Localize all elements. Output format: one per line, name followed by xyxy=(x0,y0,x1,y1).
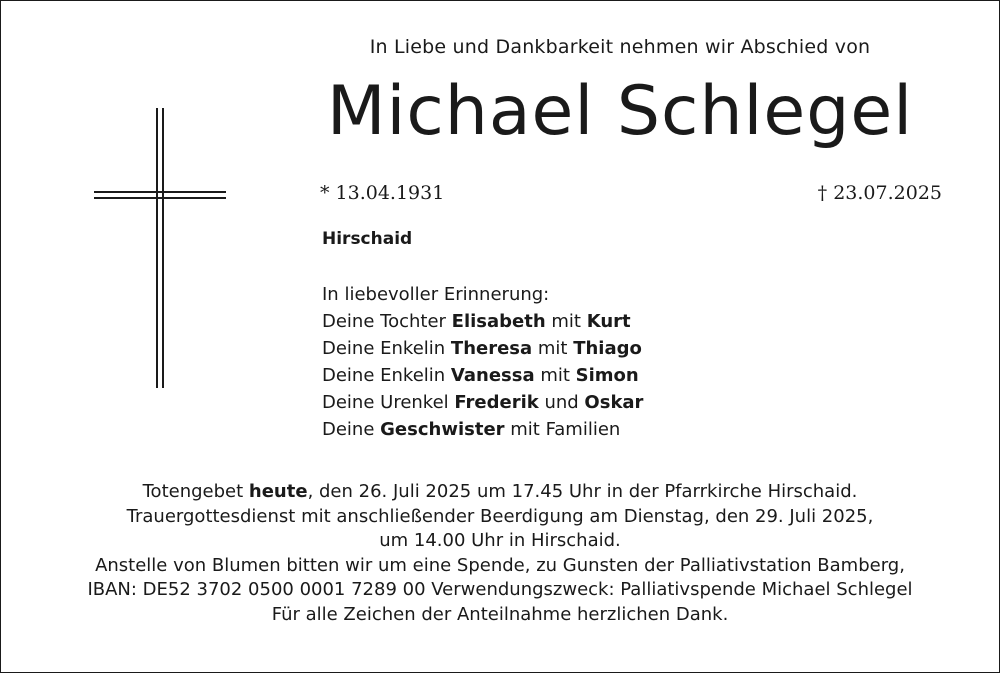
prayer-today: heute xyxy=(248,481,308,502)
iban-line: IBAN: DE52 3702 0500 0001 7289 00 Verwendungszweck: Palliativspende Michael Schlegel xyxy=(87,579,913,600)
deceased-name: Michael Schlegel xyxy=(326,72,914,151)
donation-line: Anstelle von Blumen bitten wir um eine Spende, zu Gunsten der Palliativstation Bamberg, xyxy=(95,554,905,576)
family-partner-name: Oskar xyxy=(584,392,644,413)
service-info xyxy=(20,480,980,627)
funeral-line: Trauergottesdienst mit anschließender Beerdigung am Dienstag, den 29. Juli 2025, xyxy=(126,505,874,527)
thanks-line: Für alle Zeichen der Anteilnahme herzlichen Dank. xyxy=(271,603,729,625)
family-partner-name: Kurt xyxy=(586,311,631,332)
funeral-time-line: um 14.00 Uhr in Hirschaid. xyxy=(379,530,621,551)
death-date: † 23.07.2025 xyxy=(817,182,942,204)
prayer-text: Totengebet xyxy=(142,481,249,502)
family-relation: Deine Urenkel xyxy=(322,392,455,413)
family-member-name: Geschwister xyxy=(380,419,505,440)
family-line xyxy=(322,416,643,443)
family-line xyxy=(322,335,643,362)
family-relation: Deine Enkelin xyxy=(322,365,451,386)
family-connector: mit xyxy=(532,338,574,359)
family-line xyxy=(322,389,643,416)
cross-icon xyxy=(92,108,232,398)
family-connector: mit Familien xyxy=(504,419,621,440)
birth-date: * 13.04.1931 xyxy=(320,182,445,204)
family-relation: Deine Tochter xyxy=(322,311,452,332)
family-member-name: Vanessa xyxy=(450,365,535,386)
family-relation: Deine xyxy=(322,419,381,440)
family-list xyxy=(322,281,643,443)
intro-text: In Liebe und Dankbarkeit nehmen wir Abschied von xyxy=(369,36,871,58)
family-connector: mit xyxy=(534,365,576,386)
family-connector: und xyxy=(538,392,585,413)
place-name: Hirschaid xyxy=(322,229,413,249)
family-line xyxy=(322,362,643,389)
family-relation: Deine Enkelin xyxy=(322,338,451,359)
prayer-details: , den 26. Juli 2025 um 17.45 Uhr in der Pfarrkirche Hirschaid. xyxy=(307,481,858,502)
family-line xyxy=(322,308,643,335)
family-member-name: Elisabeth xyxy=(451,311,546,332)
family-partner-name: Simon xyxy=(575,365,639,386)
family-member-name: Frederik xyxy=(454,392,539,413)
family-member-name: Theresa xyxy=(450,338,533,359)
family-connector: mit xyxy=(545,311,587,332)
family-heading: In liebevoller Erinnerung: xyxy=(322,284,550,305)
prayer-line xyxy=(20,480,980,505)
family-partner-name: Thiago xyxy=(573,338,642,359)
